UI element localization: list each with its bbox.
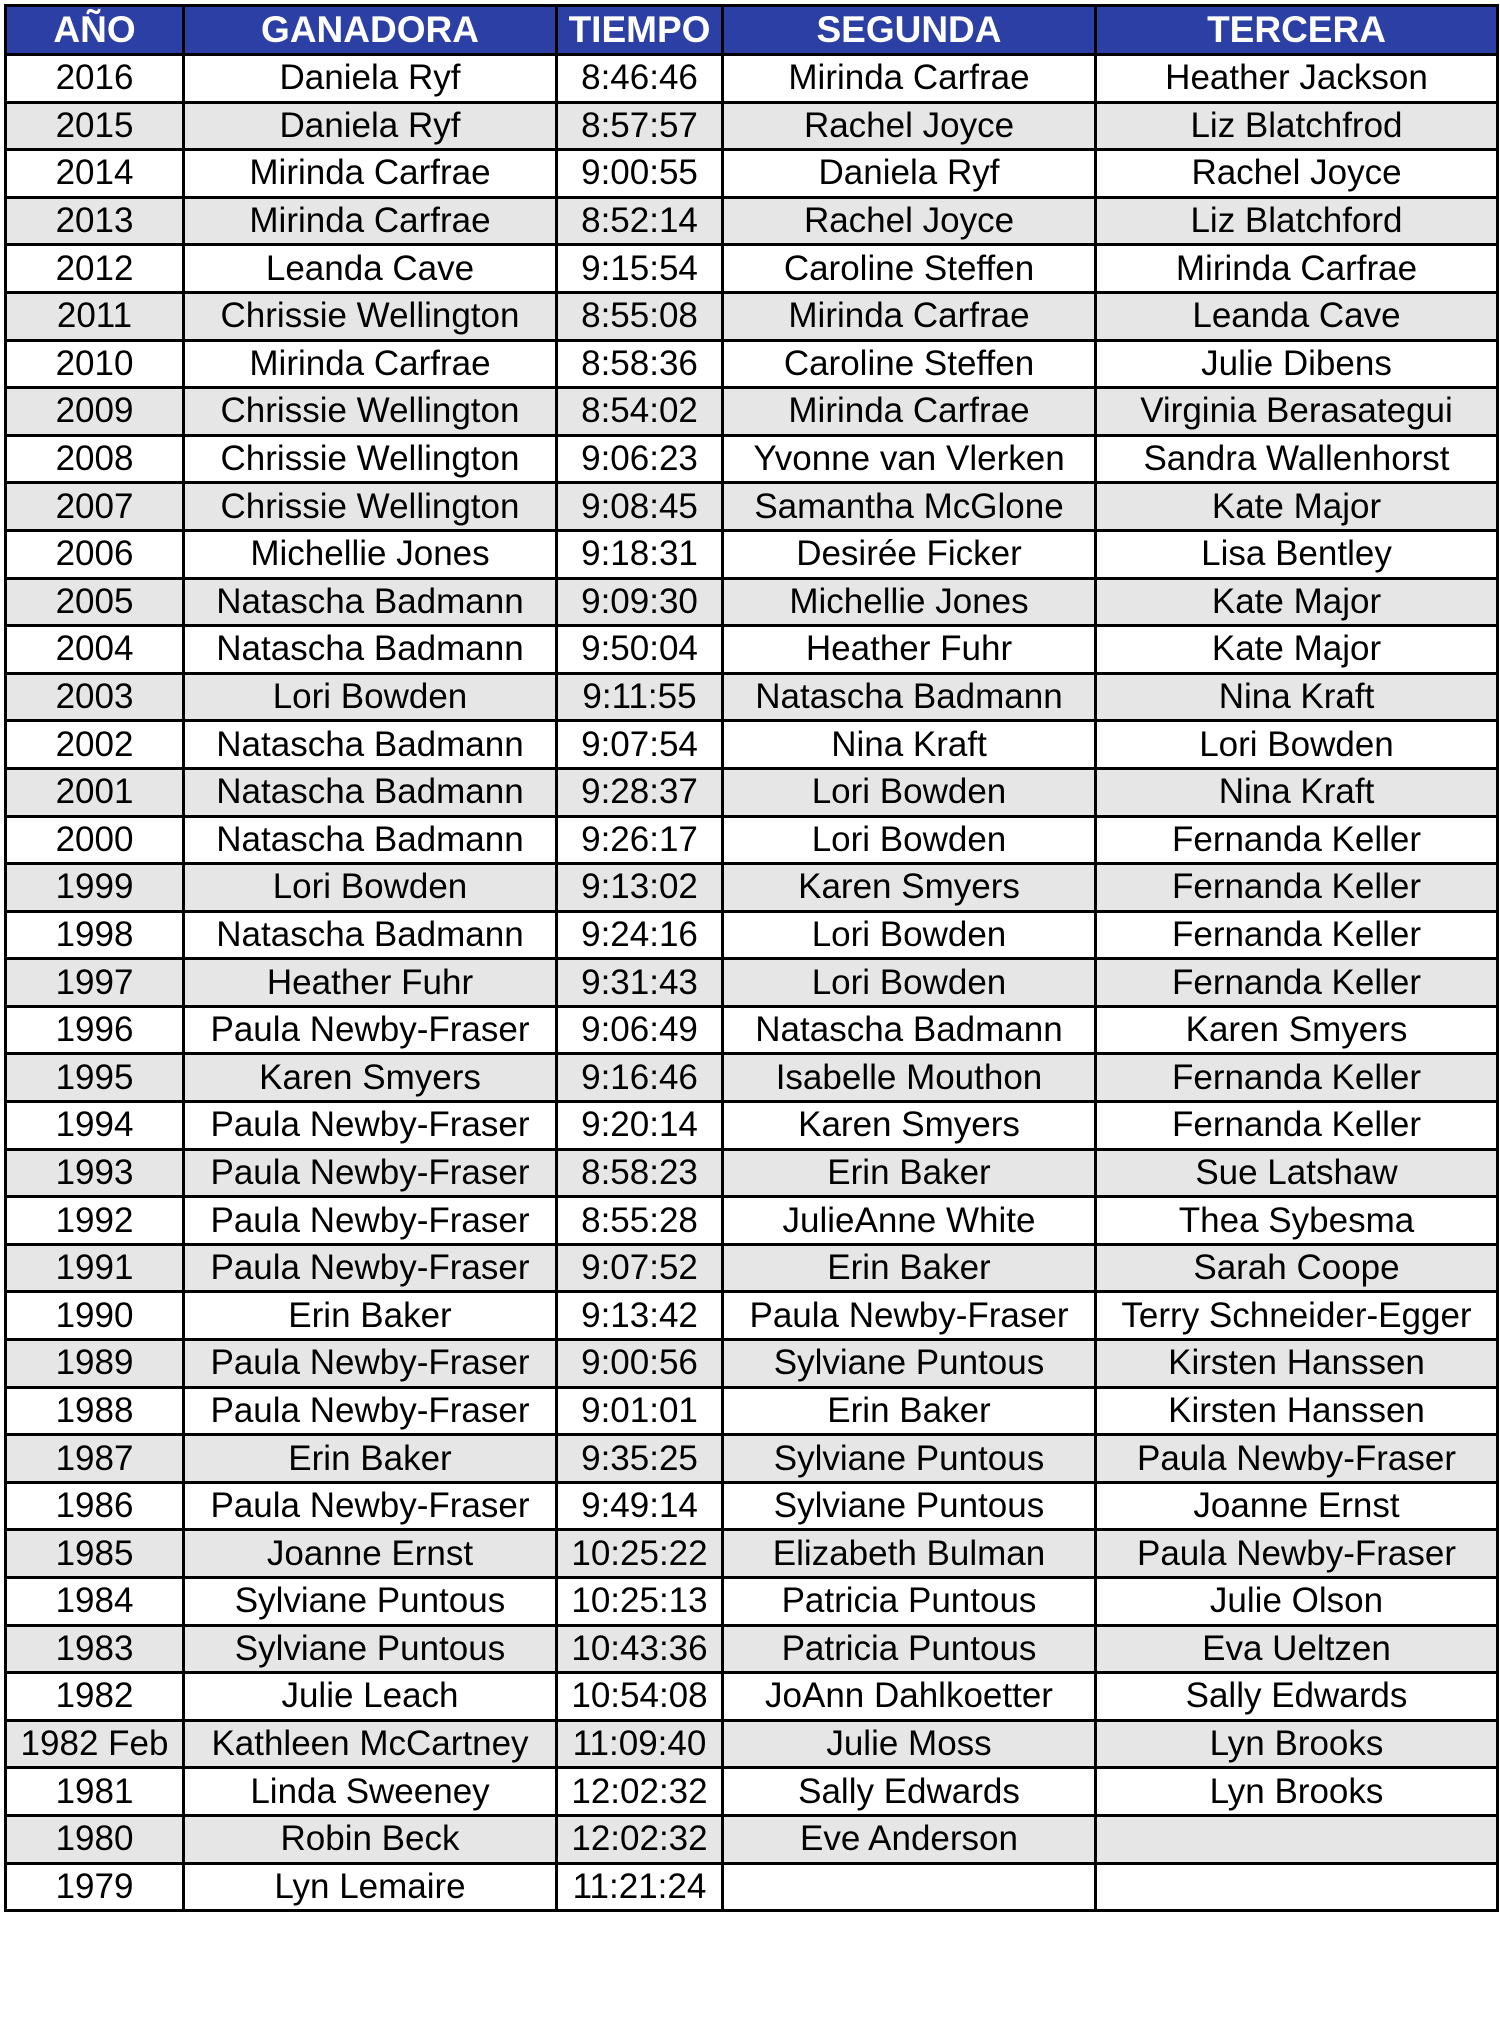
cell-year: 2010 — [6, 340, 184, 388]
cell-winner: Chrissie Wellington — [184, 292, 557, 340]
cell-time: 12:02:32 — [557, 1768, 723, 1816]
cell-winner: Karen Smyers — [184, 1054, 557, 1102]
table-row — [6, 1244, 1498, 1292]
cell-winner: Natascha Badmann — [184, 578, 557, 626]
cell-time: 10:43:36 — [557, 1625, 723, 1673]
cell-winner: Erin Baker — [184, 1292, 557, 1340]
cell-winner: Chrissie Wellington — [184, 388, 557, 436]
table-row — [6, 102, 1498, 150]
table-row — [6, 816, 1498, 864]
cell-year: 2016 — [6, 55, 184, 103]
cell-second: Samantha McGlone — [723, 483, 1096, 531]
cell-time: 9:07:52 — [557, 1244, 723, 1292]
table-row — [6, 483, 1498, 531]
cell-second: Mirinda Carfrae — [723, 388, 1096, 436]
cell-second: Patricia Puntous — [723, 1578, 1096, 1626]
table-row — [6, 1149, 1498, 1197]
cell-second: Caroline Steffen — [723, 340, 1096, 388]
cell-year: 1996 — [6, 1006, 184, 1054]
table-row — [6, 1340, 1498, 1388]
table-row — [6, 292, 1498, 340]
table-row — [6, 673, 1498, 721]
cell-time: 8:57:57 — [557, 102, 723, 150]
cell-year: 2014 — [6, 150, 184, 198]
cell-second: Mirinda Carfrae — [723, 55, 1096, 103]
cell-third: Eva Ueltzen — [1096, 1625, 1498, 1673]
cell-year: 2013 — [6, 197, 184, 245]
cell-second: Sylviane Puntous — [723, 1482, 1096, 1530]
cell-second: Eve Anderson — [723, 1815, 1096, 1863]
cell-third: Lori Bowden — [1096, 721, 1498, 769]
cell-third: Sandra Wallenhorst — [1096, 435, 1498, 483]
cell-third: Fernanda Keller — [1096, 1054, 1498, 1102]
table-row — [6, 1102, 1498, 1150]
cell-year: 1987 — [6, 1435, 184, 1483]
cell-third: Lisa Bentley — [1096, 530, 1498, 578]
cell-time: 9:06:23 — [557, 435, 723, 483]
cell-winner: Paula Newby-Fraser — [184, 1197, 557, 1245]
header-time: TIEMPO — [557, 6, 723, 55]
table-row — [6, 911, 1498, 959]
cell-third: Nina Kraft — [1096, 673, 1498, 721]
table-row — [6, 1863, 1498, 1911]
cell-winner: Mirinda Carfrae — [184, 340, 557, 388]
cell-time: 9:00:56 — [557, 1340, 723, 1388]
cell-third: Joanne Ernst — [1096, 1482, 1498, 1530]
cell-year: 1998 — [6, 911, 184, 959]
table-body — [6, 55, 1498, 1911]
table-row — [6, 1625, 1498, 1673]
cell-second: Erin Baker — [723, 1149, 1096, 1197]
cell-time: 9:31:43 — [557, 959, 723, 1007]
cell-time: 8:55:08 — [557, 292, 723, 340]
table-row — [6, 150, 1498, 198]
table-row — [6, 1720, 1498, 1768]
cell-winner: Julie Leach — [184, 1673, 557, 1721]
cell-time: 11:09:40 — [557, 1720, 723, 1768]
cell-second: Lori Bowden — [723, 768, 1096, 816]
cell-winner: Linda Sweeney — [184, 1768, 557, 1816]
cell-year: 1983 — [6, 1625, 184, 1673]
cell-third: Lyn Brooks — [1096, 1768, 1498, 1816]
cell-year: 2009 — [6, 388, 184, 436]
cell-second: Erin Baker — [723, 1387, 1096, 1435]
cell-time: 9:18:31 — [557, 530, 723, 578]
cell-second: Erin Baker — [723, 1244, 1096, 1292]
cell-third: Fernanda Keller — [1096, 1102, 1498, 1150]
table-row — [6, 245, 1498, 293]
cell-winner: Erin Baker — [184, 1435, 557, 1483]
table-row — [6, 1387, 1498, 1435]
cell-winner: Mirinda Carfrae — [184, 197, 557, 245]
cell-winner: Paula Newby-Fraser — [184, 1149, 557, 1197]
cell-second: Natascha Badmann — [723, 1006, 1096, 1054]
table-row — [6, 1530, 1498, 1578]
cell-winner: Sylviane Puntous — [184, 1578, 557, 1626]
cell-time: 9:26:17 — [557, 816, 723, 864]
cell-year: 2001 — [6, 768, 184, 816]
cell-year: 1984 — [6, 1578, 184, 1626]
cell-third: Sally Edwards — [1096, 1673, 1498, 1721]
cell-winner: Lyn Lemaire — [184, 1863, 557, 1911]
cell-year: 2007 — [6, 483, 184, 531]
cell-time: 8:58:23 — [557, 1149, 723, 1197]
cell-year: 2011 — [6, 292, 184, 340]
cell-second: Julie Moss — [723, 1720, 1096, 1768]
table-row — [6, 626, 1498, 674]
table-row — [6, 197, 1498, 245]
cell-time: 9:20:14 — [557, 1102, 723, 1150]
cell-year: 1993 — [6, 1149, 184, 1197]
cell-third: Nina Kraft — [1096, 768, 1498, 816]
header-row — [6, 6, 1498, 55]
cell-year: 1995 — [6, 1054, 184, 1102]
cell-time: 8:54:02 — [557, 388, 723, 436]
cell-winner: Paula Newby-Fraser — [184, 1482, 557, 1530]
cell-time: 9:01:01 — [557, 1387, 723, 1435]
cell-year: 2012 — [6, 245, 184, 293]
cell-winner: Paula Newby-Fraser — [184, 1340, 557, 1388]
cell-second: Karen Smyers — [723, 1102, 1096, 1150]
header-winner: GANADORA — [184, 6, 557, 55]
header-third: TERCERA — [1096, 6, 1498, 55]
cell-winner: Joanne Ernst — [184, 1530, 557, 1578]
cell-time: 9:11:55 — [557, 673, 723, 721]
table-row — [6, 530, 1498, 578]
cell-year: 1985 — [6, 1530, 184, 1578]
cell-winner: Sylviane Puntous — [184, 1625, 557, 1673]
cell-year: 1992 — [6, 1197, 184, 1245]
cell-second: Heather Fuhr — [723, 626, 1096, 674]
cell-year: 1988 — [6, 1387, 184, 1435]
cell-year: 2004 — [6, 626, 184, 674]
cell-third: Mirinda Carfrae — [1096, 245, 1498, 293]
cell-third: Fernanda Keller — [1096, 911, 1498, 959]
cell-time: 11:21:24 — [557, 1863, 723, 1911]
cell-winner: Mirinda Carfrae — [184, 150, 557, 198]
cell-year: 1994 — [6, 1102, 184, 1150]
cell-second: Lori Bowden — [723, 816, 1096, 864]
cell-year: 1981 — [6, 1768, 184, 1816]
cell-second: Lori Bowden — [723, 959, 1096, 1007]
cell-time: 12:02:32 — [557, 1815, 723, 1863]
cell-second: Isabelle Mouthon — [723, 1054, 1096, 1102]
cell-third: Kate Major — [1096, 578, 1498, 626]
cell-third — [1096, 1863, 1498, 1911]
cell-second: Yvonne van Vlerken — [723, 435, 1096, 483]
table-row — [6, 1197, 1498, 1245]
table-row — [6, 1768, 1498, 1816]
cell-year: 2006 — [6, 530, 184, 578]
cell-second: Patricia Puntous — [723, 1625, 1096, 1673]
cell-second: Desirée Ficker — [723, 530, 1096, 578]
cell-second: Michellie Jones — [723, 578, 1096, 626]
table-row — [6, 1482, 1498, 1530]
header-second: SEGUNDA — [723, 6, 1096, 55]
cell-year: 1990 — [6, 1292, 184, 1340]
cell-winner: Lori Bowden — [184, 673, 557, 721]
cell-winner: Paula Newby-Fraser — [184, 1387, 557, 1435]
cell-second — [723, 1863, 1096, 1911]
cell-year: 1979 — [6, 1863, 184, 1911]
header-year: AÑO — [6, 6, 184, 55]
cell-year: 1999 — [6, 864, 184, 912]
table-row — [6, 1006, 1498, 1054]
cell-second: Paula Newby-Fraser — [723, 1292, 1096, 1340]
cell-third: Lyn Brooks — [1096, 1720, 1498, 1768]
cell-winner: Daniela Ryf — [184, 102, 557, 150]
cell-year: 2008 — [6, 435, 184, 483]
cell-time: 8:46:46 — [557, 55, 723, 103]
cell-third: Fernanda Keller — [1096, 816, 1498, 864]
cell-second: JoAnn Dahlkoetter — [723, 1673, 1096, 1721]
cell-winner: Natascha Badmann — [184, 816, 557, 864]
cell-third: Julie Olson — [1096, 1578, 1498, 1626]
table-row — [6, 1435, 1498, 1483]
cell-second: Daniela Ryf — [723, 150, 1096, 198]
cell-year: 1980 — [6, 1815, 184, 1863]
cell-second: Sally Edwards — [723, 1768, 1096, 1816]
cell-time: 9:24:16 — [557, 911, 723, 959]
cell-winner: Daniela Ryf — [184, 55, 557, 103]
cell-time: 10:54:08 — [557, 1673, 723, 1721]
cell-time: 9:16:46 — [557, 1054, 723, 1102]
cell-time: 10:25:13 — [557, 1578, 723, 1626]
cell-year: 2000 — [6, 816, 184, 864]
cell-winner: Robin Beck — [184, 1815, 557, 1863]
cell-time: 9:06:49 — [557, 1006, 723, 1054]
cell-time: 9:13:02 — [557, 864, 723, 912]
cell-year: 2002 — [6, 721, 184, 769]
cell-third: Heather Jackson — [1096, 55, 1498, 103]
cell-time: 9:00:55 — [557, 150, 723, 198]
cell-winner: Natascha Badmann — [184, 626, 557, 674]
cell-third: Fernanda Keller — [1096, 864, 1498, 912]
cell-time: 9:35:25 — [557, 1435, 723, 1483]
cell-second: Mirinda Carfrae — [723, 292, 1096, 340]
cell-year: 1991 — [6, 1244, 184, 1292]
cell-time: 10:25:22 — [557, 1530, 723, 1578]
cell-third: Leanda Cave — [1096, 292, 1498, 340]
cell-year: 1982 — [6, 1673, 184, 1721]
table-row — [6, 55, 1498, 103]
cell-second: Karen Smyers — [723, 864, 1096, 912]
table-row — [6, 1578, 1498, 1626]
cell-third: Liz Blatchfrod — [1096, 102, 1498, 150]
cell-time: 8:55:28 — [557, 1197, 723, 1245]
cell-time: 9:28:37 — [557, 768, 723, 816]
cell-second: Sylviane Puntous — [723, 1340, 1096, 1388]
cell-third: Rachel Joyce — [1096, 150, 1498, 198]
table-row — [6, 1054, 1498, 1102]
cell-winner: Heather Fuhr — [184, 959, 557, 1007]
cell-third: Terry Schneider-Egger — [1096, 1292, 1498, 1340]
cell-time: 9:07:54 — [557, 721, 723, 769]
cell-second: Natascha Badmann — [723, 673, 1096, 721]
cell-time: 9:50:04 — [557, 626, 723, 674]
table-row — [6, 388, 1498, 436]
cell-second: Sylviane Puntous — [723, 1435, 1096, 1483]
cell-winner: Paula Newby-Fraser — [184, 1244, 557, 1292]
cell-second: Lori Bowden — [723, 911, 1096, 959]
cell-second: Caroline Steffen — [723, 245, 1096, 293]
cell-second: Rachel Joyce — [723, 102, 1096, 150]
table-row — [6, 959, 1498, 1007]
cell-second: Nina Kraft — [723, 721, 1096, 769]
table-row — [6, 721, 1498, 769]
cell-time: 9:49:14 — [557, 1482, 723, 1530]
cell-third: Paula Newby-Fraser — [1096, 1435, 1498, 1483]
results-table — [4, 4, 1499, 1912]
cell-third: Sue Latshaw — [1096, 1149, 1498, 1197]
cell-time: 9:15:54 — [557, 245, 723, 293]
cell-winner: Paula Newby-Fraser — [184, 1102, 557, 1150]
cell-third: Thea Sybesma — [1096, 1197, 1498, 1245]
table-row — [6, 435, 1498, 483]
cell-year: 1986 — [6, 1482, 184, 1530]
cell-winner: Kathleen McCartney — [184, 1720, 557, 1768]
table-row — [6, 1292, 1498, 1340]
cell-second: Rachel Joyce — [723, 197, 1096, 245]
cell-winner: Chrissie Wellington — [184, 483, 557, 531]
cell-time: 9:08:45 — [557, 483, 723, 531]
cell-year: 1982 Feb — [6, 1720, 184, 1768]
cell-third — [1096, 1815, 1498, 1863]
cell-third: Kate Major — [1096, 483, 1498, 531]
cell-time: 9:09:30 — [557, 578, 723, 626]
cell-winner: Michellie Jones — [184, 530, 557, 578]
table-row — [6, 864, 1498, 912]
cell-winner: Natascha Badmann — [184, 721, 557, 769]
cell-winner: Paula Newby-Fraser — [184, 1006, 557, 1054]
cell-third: Karen Smyers — [1096, 1006, 1498, 1054]
table-row — [6, 340, 1498, 388]
table-row — [6, 578, 1498, 626]
cell-year: 2003 — [6, 673, 184, 721]
cell-third: Sarah Coope — [1096, 1244, 1498, 1292]
cell-third: Julie Dibens — [1096, 340, 1498, 388]
cell-year: 1989 — [6, 1340, 184, 1388]
cell-winner: Chrissie Wellington — [184, 435, 557, 483]
table-row — [6, 1673, 1498, 1721]
cell-third: Fernanda Keller — [1096, 959, 1498, 1007]
cell-second: Elizabeth Bulman — [723, 1530, 1096, 1578]
cell-year: 1997 — [6, 959, 184, 1007]
cell-winner: Natascha Badmann — [184, 768, 557, 816]
table-row — [6, 1815, 1498, 1863]
cell-third: Liz Blatchford — [1096, 197, 1498, 245]
table-row — [6, 768, 1498, 816]
cell-third: Kirsten Hanssen — [1096, 1387, 1498, 1435]
cell-third: Kate Major — [1096, 626, 1498, 674]
cell-winner: Lori Bowden — [184, 864, 557, 912]
cell-year: 2005 — [6, 578, 184, 626]
cell-winner: Leanda Cave — [184, 245, 557, 293]
cell-third: Virginia Berasategui — [1096, 388, 1498, 436]
cell-third: Paula Newby-Fraser — [1096, 1530, 1498, 1578]
cell-year: 2015 — [6, 102, 184, 150]
cell-second: JulieAnne White — [723, 1197, 1096, 1245]
cell-time: 8:52:14 — [557, 197, 723, 245]
cell-third: Kirsten Hanssen — [1096, 1340, 1498, 1388]
cell-winner: Natascha Badmann — [184, 911, 557, 959]
cell-time: 9:13:42 — [557, 1292, 723, 1340]
cell-time: 8:58:36 — [557, 340, 723, 388]
